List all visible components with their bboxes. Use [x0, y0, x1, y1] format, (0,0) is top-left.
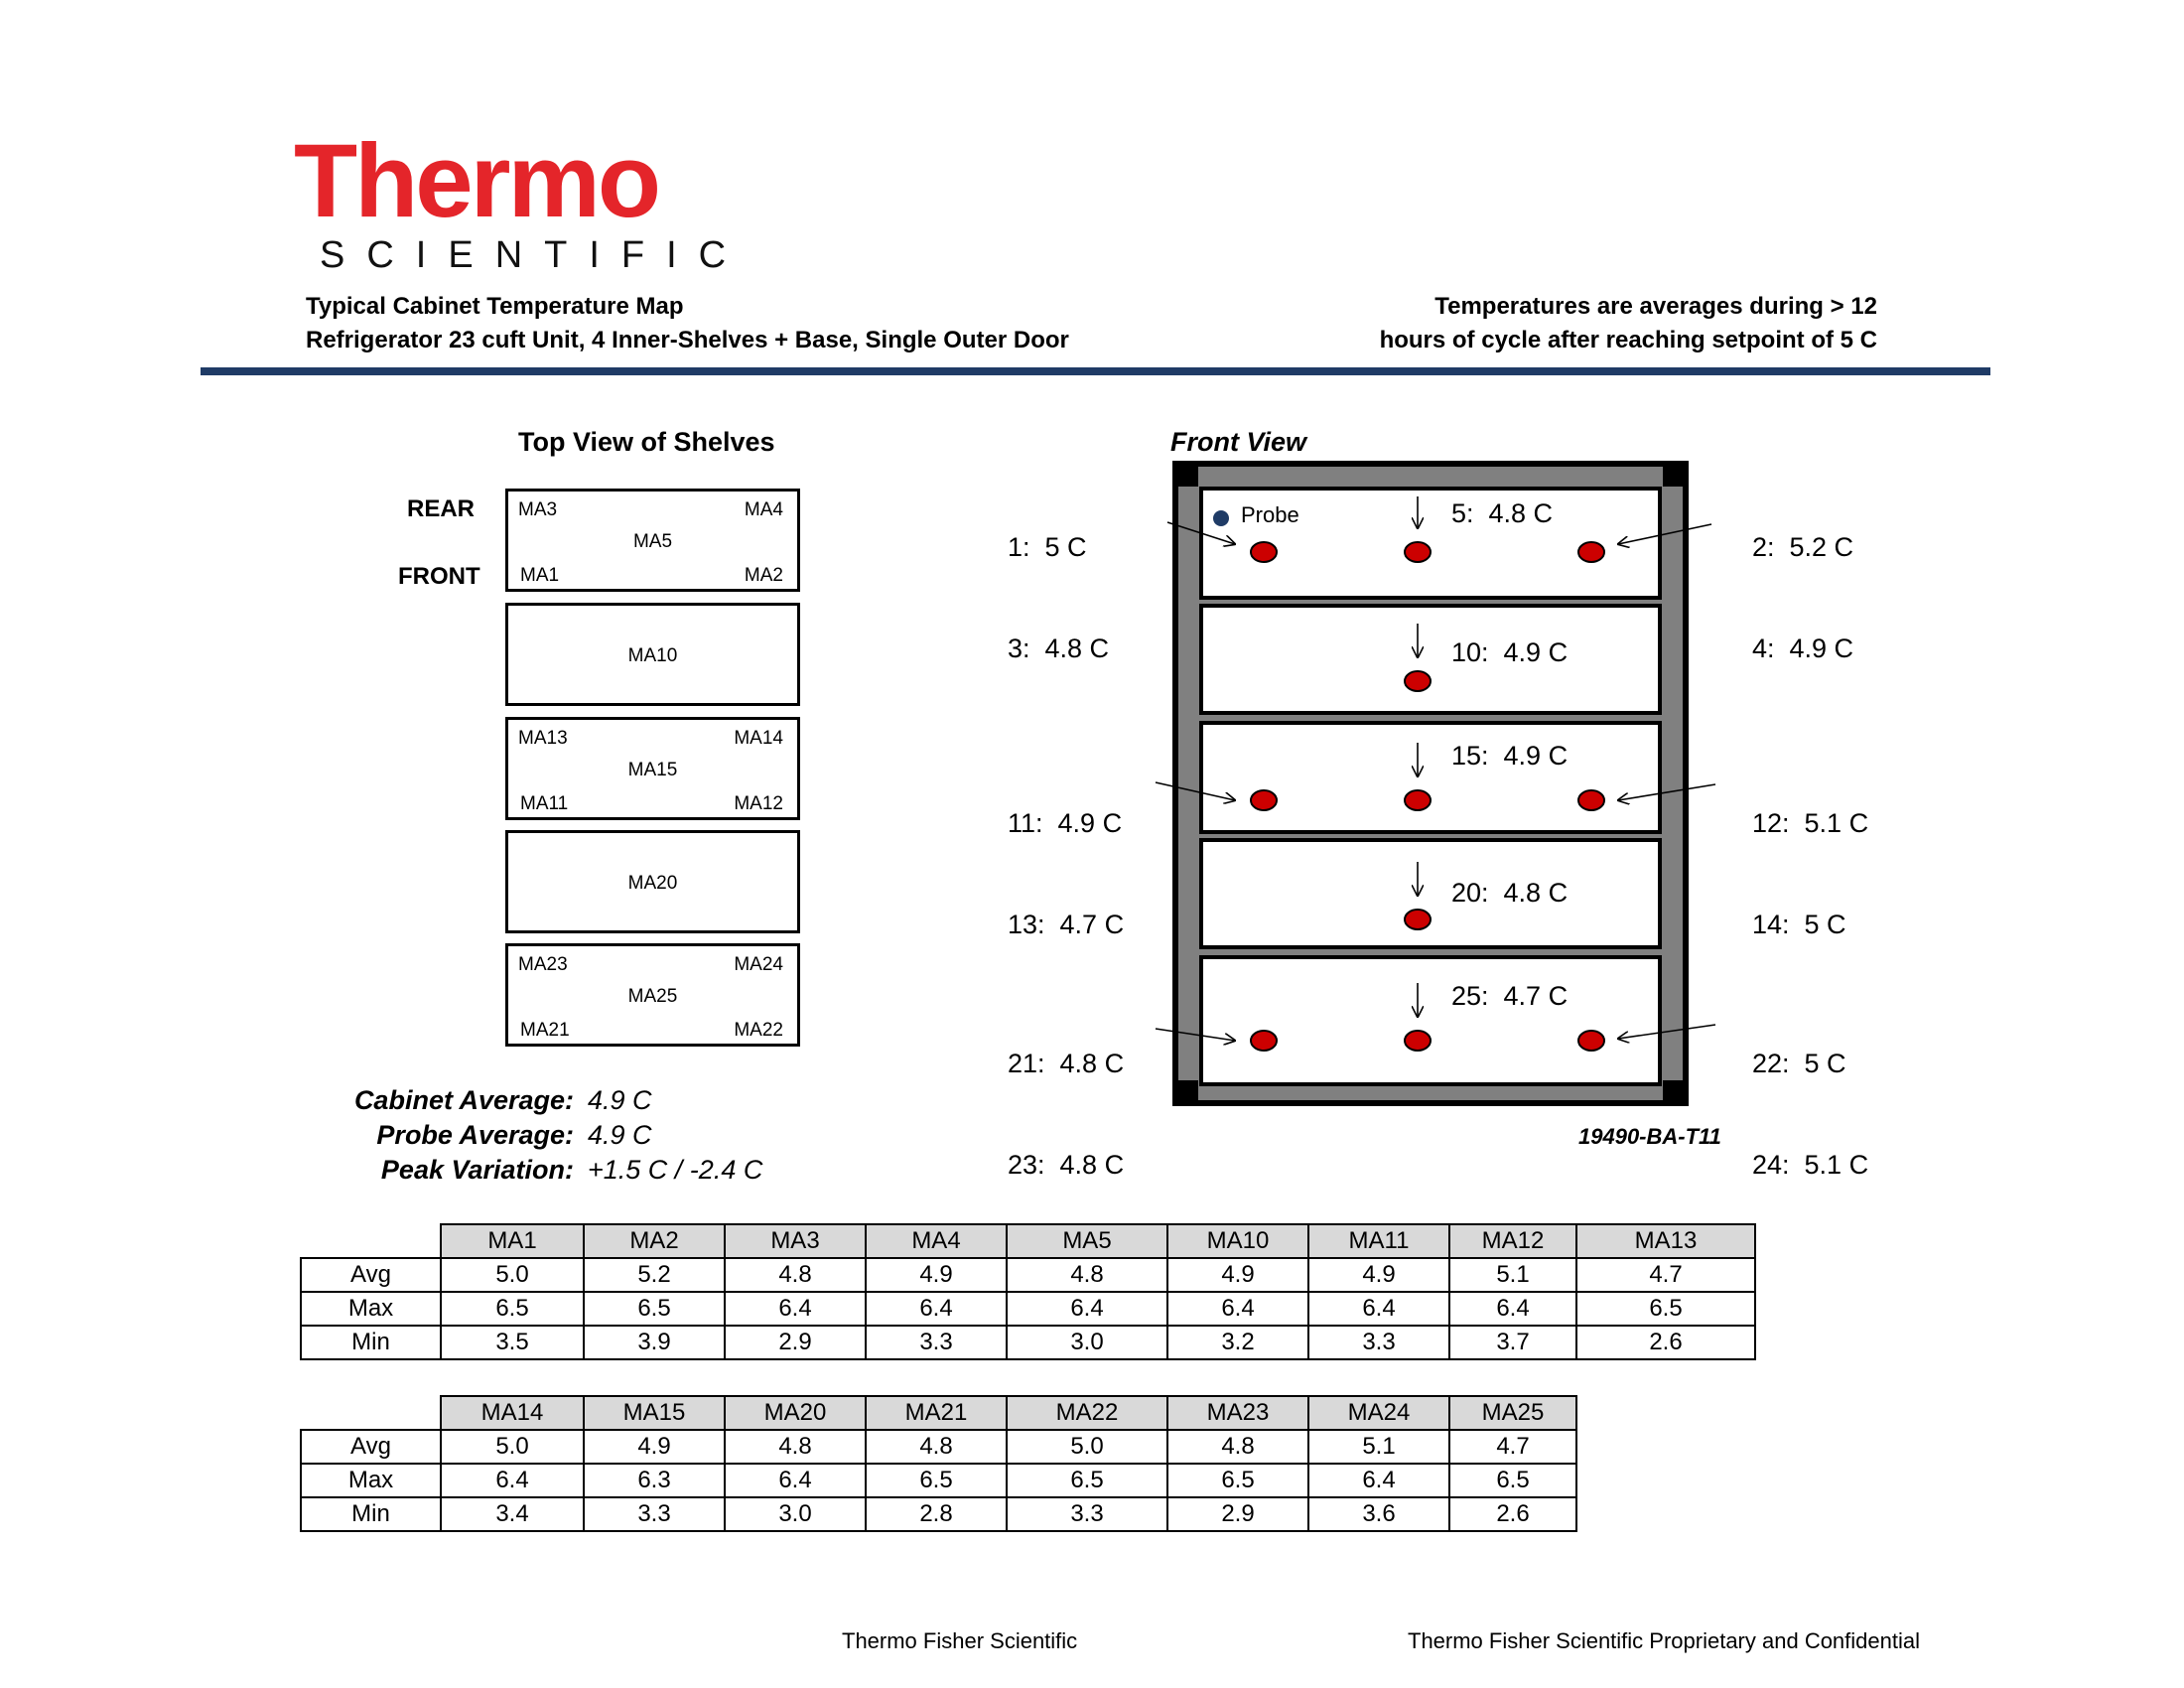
table-cell: 6.4 — [725, 1292, 866, 1326]
temp-1: 1: 5 C — [1008, 532, 1087, 562]
column-header: MA11 — [1308, 1224, 1449, 1258]
top-view-caption: Top View of Shelves — [518, 427, 775, 457]
left-temp-label-shelf3 — [1008, 739, 1124, 975]
table-cell: 3.9 — [584, 1326, 725, 1359]
column-header: MA22 — [1007, 1396, 1167, 1430]
table-row — [301, 1497, 1576, 1531]
table-cell: 2.6 — [1449, 1497, 1576, 1531]
temp-20: 20: 4.8 C — [1451, 878, 1569, 908]
temp-25: 25: 4.7 C — [1451, 981, 1569, 1011]
table-row — [301, 1430, 1576, 1464]
table-row — [301, 1464, 1576, 1497]
temp-14: 14: 5 C — [1752, 910, 1846, 939]
shelf-location-label: MA10 — [627, 645, 678, 666]
table-corner — [301, 1396, 441, 1430]
shelf-location-label: MA1 — [520, 565, 560, 586]
column-header: MA20 — [725, 1396, 866, 1430]
probe-label: Probe — [1241, 502, 1299, 527]
shelf-location-label: MA15 — [627, 760, 678, 780]
table-row — [301, 1292, 1755, 1326]
column-header: MA15 — [584, 1396, 725, 1430]
temp-2: 2: 5.2 C — [1752, 532, 1854, 562]
shelf-location-label: MA2 — [744, 565, 783, 586]
table-cell: 4.8 — [1167, 1430, 1308, 1464]
table-cell: 3.3 — [1007, 1497, 1167, 1531]
temp-21: 21: 4.8 C — [1008, 1049, 1125, 1078]
front-label: FRONT — [398, 563, 480, 590]
table-cell: 6.5 — [584, 1292, 725, 1326]
table-cell: 3.3 — [1308, 1326, 1449, 1359]
table-cell: 3.6 — [1308, 1497, 1449, 1531]
column-header: MA13 — [1576, 1224, 1755, 1258]
table-cell: 4.8 — [725, 1430, 866, 1464]
probe-average-label: Probe Average: — [376, 1120, 574, 1150]
row-label: Min — [301, 1326, 441, 1359]
temperature-table-1 — [300, 1223, 1756, 1360]
table-cell: 6.4 — [725, 1464, 866, 1497]
footer-confidential: Thermo Fisher Scientific Proprietary and Confidential — [1408, 1628, 1921, 1653]
shelf-location-label: MA22 — [734, 1020, 783, 1041]
temp-3: 3: 4.8 C — [1008, 633, 1110, 663]
column-header: MA25 — [1449, 1396, 1576, 1430]
column-header: MA24 — [1308, 1396, 1449, 1430]
column-header: MA14 — [441, 1396, 584, 1430]
table-cell: 5.0 — [441, 1258, 584, 1292]
column-header: MA21 — [866, 1396, 1007, 1430]
table-cell: 2.9 — [725, 1326, 866, 1359]
row-label: Avg — [301, 1430, 441, 1464]
shelf-location-label: MA24 — [734, 954, 783, 975]
probe-average-value: 4.9 C — [588, 1120, 652, 1150]
table-cell: 6.5 — [1007, 1464, 1167, 1497]
table-cell: 4.9 — [866, 1258, 1007, 1292]
table-cell: 6.4 — [1308, 1464, 1449, 1497]
header-title-line2: Refrigerator 23 cuft Unit, 4 Inner-Shelves + Base, Single Outer Door — [306, 327, 1069, 353]
table-cell: 5.2 — [584, 1258, 725, 1292]
front-view-caption: Front View — [1170, 427, 1307, 457]
shelf-location-label: MA25 — [627, 986, 678, 1007]
temperature-table-2 — [300, 1395, 1577, 1532]
row-label: Max — [301, 1464, 441, 1497]
column-header: MA23 — [1167, 1396, 1308, 1430]
column-header: MA1 — [441, 1224, 584, 1258]
table-cell: 6.5 — [1167, 1464, 1308, 1497]
table-corner — [301, 1224, 441, 1258]
shelf-location-label: MA3 — [518, 499, 558, 520]
table-cell: 5.0 — [1007, 1430, 1167, 1464]
shelf-location-label: MA13 — [518, 728, 568, 749]
shelf-location-label: MA14 — [734, 728, 783, 749]
column-header: MA12 — [1449, 1224, 1576, 1258]
probe-marker — [1213, 510, 1229, 526]
table-cell: 6.3 — [584, 1464, 725, 1497]
thermo-logo: Thermo — [294, 123, 659, 239]
table-cell: 3.2 — [1167, 1326, 1308, 1359]
table-cell: 3.3 — [866, 1326, 1007, 1359]
table-cell: 3.5 — [441, 1326, 584, 1359]
temp-4: 4: 4.9 C — [1752, 633, 1854, 663]
table-cell: 5.0 — [441, 1430, 584, 1464]
table-cell: 3.4 — [441, 1497, 584, 1531]
column-header: MA4 — [866, 1224, 1007, 1258]
cabinet-average-label: Cabinet Average: — [353, 1085, 574, 1115]
table-cell: 6.4 — [1007, 1292, 1167, 1326]
temp-23: 23: 4.8 C — [1008, 1150, 1125, 1180]
table-cell: 6.5 — [441, 1292, 584, 1326]
table-cell: 6.4 — [1167, 1292, 1308, 1326]
table-cell: 6.4 — [1449, 1292, 1576, 1326]
shelf-location-label: MA23 — [518, 954, 568, 975]
temp-12: 12: 5.1 C — [1752, 808, 1869, 838]
shelf-location-label: MA20 — [627, 873, 678, 894]
shelf-location-label: MA11 — [520, 793, 569, 814]
table-row — [301, 1258, 1755, 1292]
table-cell: 5.1 — [1449, 1258, 1576, 1292]
temp-5: 5: 4.8 C — [1451, 498, 1554, 528]
shelf-location-label: MA5 — [632, 531, 673, 552]
column-header: MA10 — [1167, 1224, 1308, 1258]
table-cell: 4.7 — [1449, 1430, 1576, 1464]
left-temp-label-shelf1 — [1008, 463, 1109, 699]
peak-variation-value: +1.5 C / -2.4 C — [588, 1155, 763, 1185]
table-cell: 6.4 — [441, 1464, 584, 1497]
table-cell: 2.8 — [866, 1497, 1007, 1531]
left-temp-label-base — [1008, 979, 1124, 1215]
shelf-3-compartment — [1201, 723, 1660, 832]
table-cell: 6.5 — [1576, 1292, 1755, 1326]
table-cell: 4.8 — [866, 1430, 1007, 1464]
temp-22: 22: 5 C — [1752, 1049, 1846, 1078]
table-cell: 6.5 — [1449, 1464, 1576, 1497]
table-cell: 6.4 — [1308, 1292, 1449, 1326]
table-cell: 4.9 — [1308, 1258, 1449, 1292]
table-cell: 2.9 — [1167, 1497, 1308, 1531]
table-cell: 4.9 — [584, 1430, 725, 1464]
temp-11: 11: 4.9 C — [1008, 808, 1123, 838]
shelf-2-compartment — [1201, 606, 1660, 713]
right-temp-label-base — [1752, 979, 1868, 1215]
table-cell: 4.9 — [1167, 1258, 1308, 1292]
table-cell: 4.7 — [1576, 1258, 1755, 1292]
table-cell: 5.1 — [1308, 1430, 1449, 1464]
shelf-location-label: MA12 — [734, 793, 783, 814]
table-cell: 3.7 — [1449, 1326, 1576, 1359]
temp-24: 24: 5.1 C — [1752, 1150, 1869, 1180]
table-cell: 6.5 — [866, 1464, 1007, 1497]
table-cell: 3.0 — [725, 1497, 866, 1531]
temp-10: 10: 4.9 C — [1451, 637, 1569, 667]
table-cell: 3.3 — [584, 1497, 725, 1531]
column-header: MA2 — [584, 1224, 725, 1258]
header-note-line2: hours of cycle after reaching setpoint of 5 C — [1379, 327, 1877, 353]
row-label: Min — [301, 1497, 441, 1531]
table-row — [301, 1326, 1755, 1359]
shelf-location-label: MA21 — [520, 1020, 570, 1041]
header-title-line1: Typical Cabinet Temperature Map — [306, 293, 684, 320]
table-cell: 6.4 — [866, 1292, 1007, 1326]
temp-15: 15: 4.9 C — [1451, 741, 1569, 771]
drawing-number: 19490-BA-T11 — [1578, 1124, 1721, 1149]
row-label: Avg — [301, 1258, 441, 1292]
temp-13: 13: 4.7 C — [1008, 910, 1125, 939]
peak-variation-label: Peak Variation: — [380, 1155, 574, 1185]
row-label: Max — [301, 1292, 441, 1326]
table-cell: 3.0 — [1007, 1326, 1167, 1359]
right-temp-label-shelf1 — [1752, 463, 1853, 699]
base-compartment — [1201, 957, 1660, 1084]
shelf-location-label: MA4 — [744, 499, 783, 520]
shelf-4-compartment — [1201, 840, 1660, 947]
scientific-logo-text: SCIENTIFIC — [320, 234, 749, 276]
column-header: MA3 — [725, 1224, 866, 1258]
table-cell: 2.6 — [1576, 1326, 1755, 1359]
rear-label: REAR — [407, 495, 476, 522]
table-cell: 4.8 — [1007, 1258, 1167, 1292]
right-temp-label-shelf3 — [1752, 739, 1868, 975]
header-note-line1: Temperatures are averages during > 12 — [1434, 293, 1877, 320]
footer-company: Thermo Fisher Scientific — [842, 1628, 1078, 1653]
cabinet-average-value: 4.9 C — [588, 1085, 652, 1115]
table-cell: 4.8 — [725, 1258, 866, 1292]
column-header: MA5 — [1007, 1224, 1167, 1258]
